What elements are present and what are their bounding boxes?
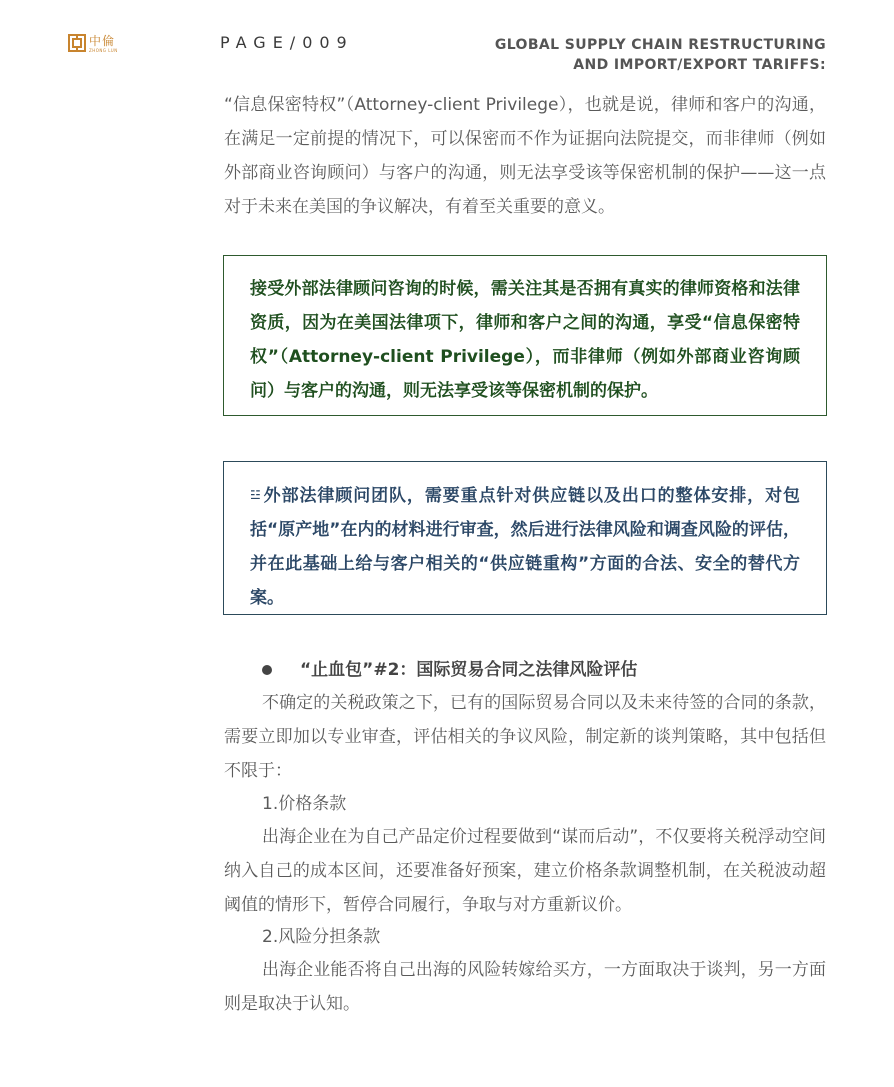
flag-icon: ☳: [250, 488, 261, 502]
item1-block: [224, 820, 826, 922]
section-heading-text: “止血包”#2：国际贸易合同之法律风险评估: [300, 660, 638, 680]
item1-paragraph: 出海企业在为自己产品定价过程要做到“谋而后动”，不仅要将关税浮动空间纳入自己的成本区间，还要准备好预案，建立价格条款调整机制，在关税波动超阈值的情形下，暂停合同履行，争取与对方重新议价。: [224, 827, 826, 915]
callout-green-text: 接受外部法律顾问咨询的时候，需关注其是否拥有真实的律师资格和法律资质，因为在美国法律项下，律师和客户之间的沟通，享受“信息保密特权”（Attorney-client Privilege），而非律师（例如外部商业咨询顾问）与客户的沟通，则无法享受该等保密机制的保护。: [250, 279, 800, 401]
item2-title: 2.风险分担条款: [262, 927, 381, 947]
header-title-line1: GLOBAL SUPPLY CHAIN RESTRUCTURING: [494, 37, 826, 53]
intro-block: [224, 88, 826, 224]
section-heading: [262, 656, 637, 684]
header-title: [486, 35, 826, 75]
bullet-icon: [262, 665, 272, 675]
section-intro-block: [224, 686, 826, 788]
logo-text-en: ZHONG LUN: [89, 48, 118, 53]
logo-text-cn: 中倫: [89, 34, 116, 48]
callout-box-blue: [223, 461, 827, 615]
callout-box-green: [223, 255, 827, 416]
logo-mark-icon: [68, 34, 86, 52]
item2-paragraph: 出海企业能否将自己出海的风险转嫁给买方，一方面取决于谈判，另一方面则是取决于认知。: [224, 960, 826, 1014]
header-title-line2: AND IMPORT/EXPORT TARIFFS:: [573, 57, 826, 73]
callout-blue-text: 外部法律顾问团队，需要重点针对供应链以及出口的整体安排，对包括“原产地”在内的材料进行审查，然后进行法律风险和调查风险的评估，并在此基础上给与客户相关的“供应链重构”方面的合法、安全的替代方案。: [250, 486, 800, 608]
item1-title: 1.价格条款: [262, 794, 347, 814]
logo: [68, 34, 118, 53]
intro-paragraph: “信息保密特权”（Attorney-client Privilege），也就是说，律师和客户的沟通，在满足一定前提的情况下，可以保密而不作为证据向法院提交，而非律师（例如外部商业咨询顾问）与客户的沟通，则无法享受该等保密机制的保护——这一点对于未来在美国的争议解决，有着至关重要的意义。: [224, 95, 826, 217]
item2-block: [224, 953, 826, 1021]
page-number: PAGE/009: [220, 33, 354, 52]
section-intro-paragraph: 不确定的关税政策之下，已有的国际贸易合同以及未来待签的合同的条款，需要立即加以专业审查，评估相关的争议风险，制定新的谈判策略，其中包括但不限于：: [224, 693, 826, 781]
callout-blue-paragraph: [250, 478, 800, 615]
